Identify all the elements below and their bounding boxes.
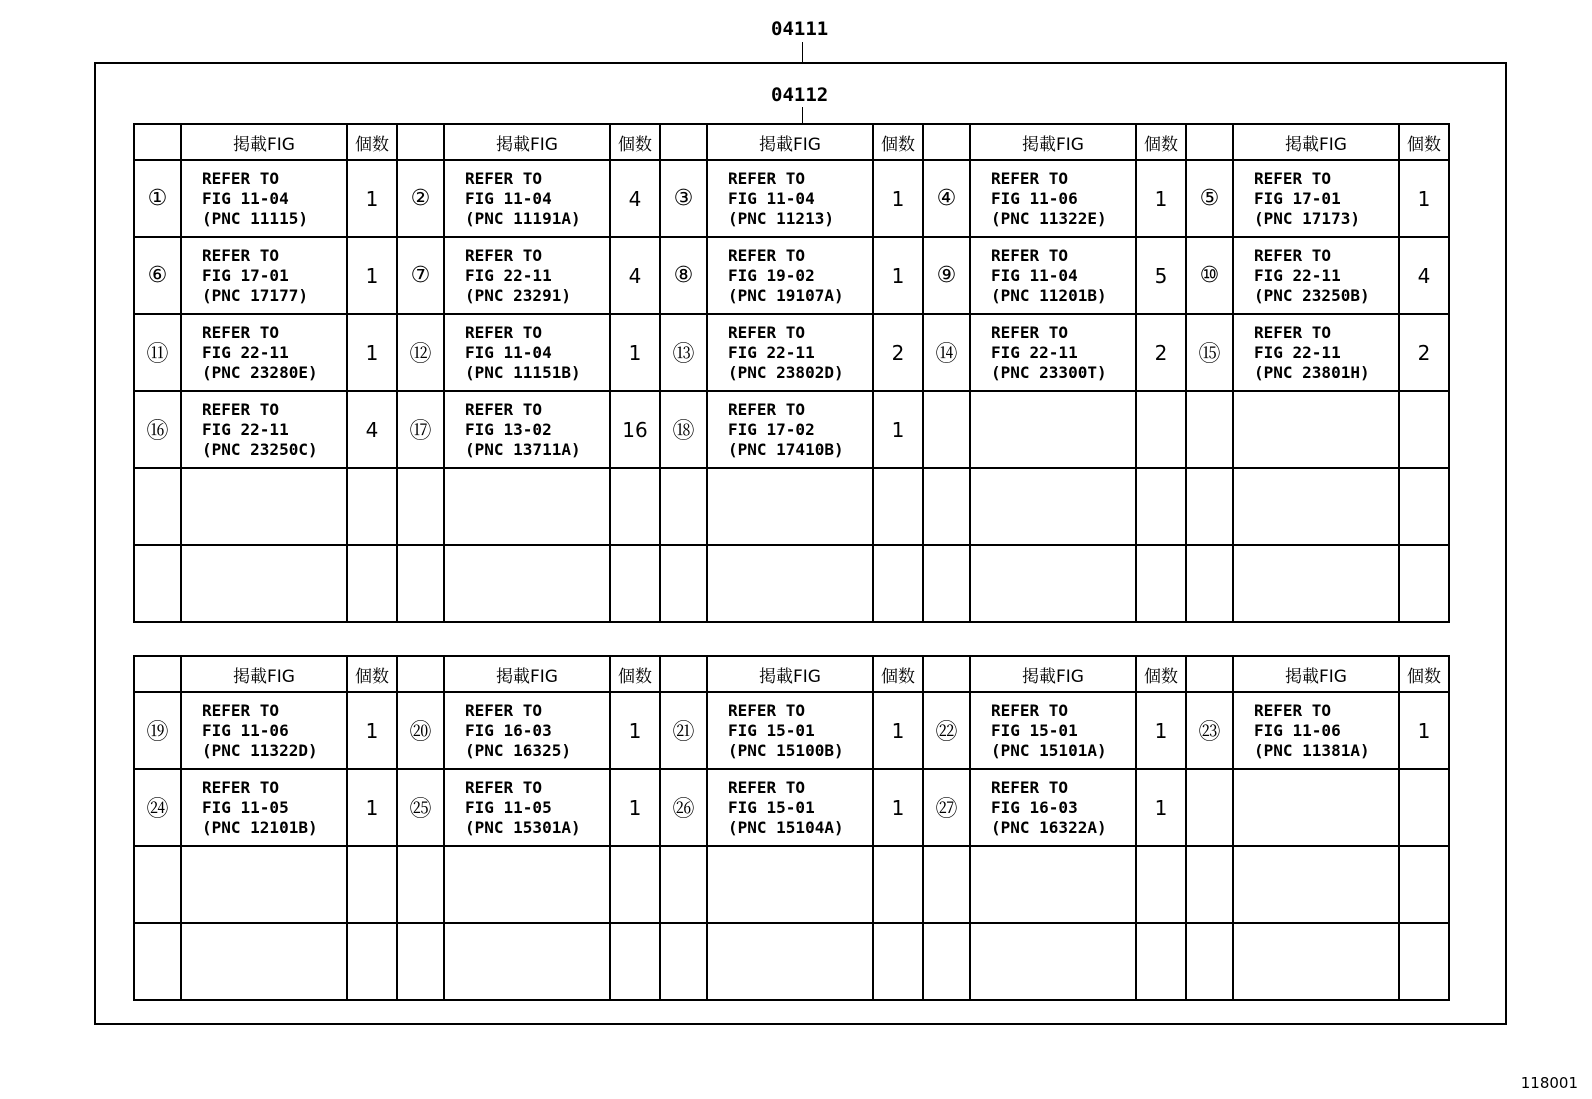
quantity-cell: 1 xyxy=(347,237,397,314)
reference-line: (PNC 15101A) xyxy=(991,740,1107,760)
reference-line: (PNC 23300T) xyxy=(991,362,1107,382)
part-number-cell: ⑱ xyxy=(660,391,707,468)
header-fig-cell: 掲載FIG xyxy=(1233,656,1399,692)
reference-line: FIG 11-04 xyxy=(991,265,1078,285)
inner-assembly-code: 04112 xyxy=(771,84,829,106)
part-number-cell xyxy=(134,545,181,622)
reference-line: (PNC 23280E) xyxy=(202,362,318,382)
reference-line: (PNC 11322E) xyxy=(991,208,1107,228)
header-qty-cell: 個数 xyxy=(1136,656,1186,692)
figure-reference-cell xyxy=(1233,846,1399,923)
quantity-cell xyxy=(347,545,397,622)
part-number-cell: ㉕ xyxy=(397,769,444,846)
figure-reference-cell xyxy=(1233,692,1399,769)
reference-line: REFER TO xyxy=(728,700,806,720)
header-num-cell xyxy=(1186,124,1233,160)
reference-line: REFER TO xyxy=(728,168,806,188)
reference-line: REFER TO xyxy=(1254,322,1332,342)
part-number-cell xyxy=(923,846,970,923)
figure-reference-cell xyxy=(970,692,1136,769)
figure-reference-cell xyxy=(444,692,610,769)
reference-line: REFER TO xyxy=(465,322,543,342)
figure-reference-cell xyxy=(1233,314,1399,391)
header-qty-cell: 個数 xyxy=(873,124,923,160)
header-num-cell xyxy=(660,124,707,160)
quantity-cell: 1 xyxy=(873,692,923,769)
quantity-cell: 1 xyxy=(1399,160,1449,237)
table-row xyxy=(134,692,1449,769)
reference-line: REFER TO xyxy=(728,399,806,419)
figure-reference-cell xyxy=(181,237,347,314)
table-row xyxy=(134,314,1449,391)
figure-reference-cell xyxy=(1233,391,1399,468)
part-number-cell: ② xyxy=(397,160,444,237)
quantity-cell xyxy=(873,923,923,1000)
reference-line: FIG 11-04 xyxy=(202,188,289,208)
figure-reference-cell xyxy=(181,468,347,545)
quantity-cell: 4 xyxy=(1399,237,1449,314)
reference-line: FIG 15-01 xyxy=(728,797,815,817)
quantity-cell xyxy=(873,545,923,622)
reference-line: REFER TO xyxy=(465,399,543,419)
figure-reference-cell xyxy=(970,545,1136,622)
reference-line: (PNC 13711A) xyxy=(465,439,581,459)
part-number-cell xyxy=(397,468,444,545)
quantity-cell xyxy=(347,846,397,923)
header-fig-cell: 掲載FIG xyxy=(970,656,1136,692)
header-num-cell xyxy=(134,124,181,160)
quantity-cell xyxy=(1136,468,1186,545)
part-number-cell: ㉖ xyxy=(660,769,707,846)
quantity-cell xyxy=(1399,545,1449,622)
quantity-cell xyxy=(1399,391,1449,468)
part-number-cell xyxy=(397,923,444,1000)
reference-line: FIG 22-11 xyxy=(991,342,1078,362)
reference-line: REFER TO xyxy=(465,777,543,797)
quantity-cell: 4 xyxy=(610,160,660,237)
table-row xyxy=(134,468,1449,545)
part-number-cell: ㉑ xyxy=(660,692,707,769)
quantity-cell: 1 xyxy=(347,692,397,769)
part-number-cell: ⑭ xyxy=(923,314,970,391)
part-number-cell xyxy=(660,545,707,622)
part-number-cell: ⑳ xyxy=(397,692,444,769)
reference-line: (PNC 15100B) xyxy=(728,740,844,760)
part-number-cell xyxy=(397,846,444,923)
reference-line: FIG 11-05 xyxy=(202,797,289,817)
reference-line: FIG 22-11 xyxy=(728,342,815,362)
figure-reference-cell xyxy=(181,846,347,923)
table-header-row xyxy=(134,656,1449,692)
figure-reference-cell xyxy=(970,314,1136,391)
quantity-cell xyxy=(1136,846,1186,923)
reference-line: (PNC 23250B) xyxy=(1254,285,1370,305)
figure-reference-cell xyxy=(181,923,347,1000)
part-number-cell xyxy=(397,545,444,622)
figure-reference-cell xyxy=(707,692,873,769)
table-row xyxy=(134,391,1449,468)
reference-line: FIG 16-03 xyxy=(991,797,1078,817)
reference-line: REFER TO xyxy=(1254,700,1332,720)
header-fig-cell: 掲載FIG xyxy=(1233,124,1399,160)
reference-line: (PNC 11115) xyxy=(202,208,308,228)
reference-line: FIG 11-06 xyxy=(1254,720,1341,740)
quantity-cell: 1 xyxy=(347,160,397,237)
part-number-cell: ④ xyxy=(923,160,970,237)
part-number-cell xyxy=(1186,468,1233,545)
quantity-cell xyxy=(1136,923,1186,1000)
part-number-cell: ⑮ xyxy=(1186,314,1233,391)
reference-line: REFER TO xyxy=(202,322,280,342)
table-row xyxy=(134,846,1449,923)
header-num-cell xyxy=(134,656,181,692)
document-id: 118001 xyxy=(1520,1074,1578,1092)
part-number-cell: ⑲ xyxy=(134,692,181,769)
part-number-cell: ⑧ xyxy=(660,237,707,314)
reference-line: (PNC 15301A) xyxy=(465,817,581,837)
quantity-cell: 5 xyxy=(1136,237,1186,314)
reference-line: FIG 22-11 xyxy=(1254,342,1341,362)
quantity-cell xyxy=(873,468,923,545)
figure-reference-cell xyxy=(181,160,347,237)
figure-reference-cell xyxy=(181,391,347,468)
reference-line: FIG 13-02 xyxy=(465,419,552,439)
table-row xyxy=(134,160,1449,237)
quantity-cell xyxy=(1136,545,1186,622)
reference-line: FIG 11-05 xyxy=(465,797,552,817)
part-number-cell: ⑰ xyxy=(397,391,444,468)
figure-reference-cell xyxy=(707,237,873,314)
reference-line: REFER TO xyxy=(202,700,280,720)
reference-line: FIG 22-11 xyxy=(465,265,552,285)
reference-line: REFER TO xyxy=(202,168,280,188)
part-number-cell: ⑬ xyxy=(660,314,707,391)
quantity-cell: 1 xyxy=(873,160,923,237)
table-row xyxy=(134,545,1449,622)
figure-reference-cell xyxy=(707,769,873,846)
figure-reference-cell xyxy=(444,846,610,923)
part-number-cell xyxy=(660,923,707,1000)
figure-reference-cell xyxy=(1233,237,1399,314)
header-num-cell xyxy=(923,656,970,692)
quantity-cell: 2 xyxy=(873,314,923,391)
part-number-cell: ⑫ xyxy=(397,314,444,391)
figure-reference-cell xyxy=(970,769,1136,846)
quantity-cell: 1 xyxy=(610,692,660,769)
parts-reference-table-1 xyxy=(133,123,1450,623)
part-number-cell xyxy=(1186,545,1233,622)
figure-reference-cell xyxy=(970,160,1136,237)
part-number-cell: ⑨ xyxy=(923,237,970,314)
reference-line: FIG 22-11 xyxy=(1254,265,1341,285)
header-qty-cell: 個数 xyxy=(873,656,923,692)
outer-leader-line xyxy=(802,42,803,62)
part-number-cell: ⑦ xyxy=(397,237,444,314)
quantity-cell xyxy=(347,468,397,545)
quantity-cell: 1 xyxy=(347,769,397,846)
part-number-cell: ① xyxy=(134,160,181,237)
inner-leader-line xyxy=(802,107,803,124)
reference-line: FIG 17-02 xyxy=(728,419,815,439)
figure-reference-cell xyxy=(1233,769,1399,846)
reference-line: FIG 11-04 xyxy=(728,188,815,208)
figure-reference-cell xyxy=(707,160,873,237)
figure-reference-cell xyxy=(970,923,1136,1000)
figure-reference-cell xyxy=(707,468,873,545)
reference-line: REFER TO xyxy=(991,777,1069,797)
reference-line: REFER TO xyxy=(465,700,543,720)
parts-reference-table-2 xyxy=(133,655,1450,1001)
reference-line: (PNC 17177) xyxy=(202,285,308,305)
reference-line: FIG 17-01 xyxy=(202,265,289,285)
reference-line: (PNC 15104A) xyxy=(728,817,844,837)
quantity-cell: 1 xyxy=(1136,160,1186,237)
quantity-cell xyxy=(1399,846,1449,923)
quantity-cell: 1 xyxy=(1399,692,1449,769)
reference-line: REFER TO xyxy=(991,168,1069,188)
part-number-cell xyxy=(134,923,181,1000)
figure-reference-cell xyxy=(181,545,347,622)
figure-reference-cell xyxy=(1233,468,1399,545)
reference-line: (PNC 16325) xyxy=(465,740,571,760)
reference-line: (PNC 23801H) xyxy=(1254,362,1370,382)
reference-line: FIG 19-02 xyxy=(728,265,815,285)
quantity-cell: 1 xyxy=(873,769,923,846)
reference-line: (PNC 23250C) xyxy=(202,439,318,459)
header-qty-cell: 個数 xyxy=(347,124,397,160)
figure-reference-cell xyxy=(444,237,610,314)
part-number-cell: ㉗ xyxy=(923,769,970,846)
reference-line: (PNC 11191A) xyxy=(465,208,581,228)
reference-line: REFER TO xyxy=(991,700,1069,720)
figure-reference-cell xyxy=(444,160,610,237)
part-number-cell xyxy=(134,468,181,545)
quantity-cell: 4 xyxy=(347,391,397,468)
quantity-cell: 1 xyxy=(347,314,397,391)
reference-line: REFER TO xyxy=(202,777,280,797)
header-fig-cell: 掲載FIG xyxy=(707,124,873,160)
header-qty-cell: 個数 xyxy=(1136,124,1186,160)
quantity-cell: 16 xyxy=(610,391,660,468)
reference-line: FIG 11-06 xyxy=(991,188,1078,208)
figure-reference-cell xyxy=(444,545,610,622)
figure-reference-cell xyxy=(970,846,1136,923)
part-number-cell xyxy=(1186,769,1233,846)
header-qty-cell: 個数 xyxy=(347,656,397,692)
part-number-cell: ⑥ xyxy=(134,237,181,314)
reference-line: (PNC 19107A) xyxy=(728,285,844,305)
header-qty-cell: 個数 xyxy=(610,124,660,160)
figure-reference-cell xyxy=(181,692,347,769)
part-number-cell xyxy=(923,923,970,1000)
part-number-cell: ⑤ xyxy=(1186,160,1233,237)
quantity-cell xyxy=(610,923,660,1000)
figure-reference-cell xyxy=(1233,160,1399,237)
header-fig-cell: 掲載FIG xyxy=(444,124,610,160)
part-number-cell xyxy=(923,468,970,545)
figure-reference-cell xyxy=(707,314,873,391)
figure-reference-cell xyxy=(444,314,610,391)
quantity-cell xyxy=(610,846,660,923)
figure-reference-cell xyxy=(444,923,610,1000)
reference-line: (PNC 23802D) xyxy=(728,362,844,382)
part-number-cell: ㉔ xyxy=(134,769,181,846)
header-fig-cell: 掲載FIG xyxy=(181,656,347,692)
reference-line: REFER TO xyxy=(728,245,806,265)
quantity-cell xyxy=(1399,923,1449,1000)
figure-reference-cell xyxy=(181,314,347,391)
quantity-cell xyxy=(1399,769,1449,846)
header-num-cell xyxy=(397,124,444,160)
figure-reference-cell xyxy=(707,846,873,923)
figure-reference-cell xyxy=(444,769,610,846)
part-number-cell: ㉓ xyxy=(1186,692,1233,769)
quantity-cell: 1 xyxy=(1136,769,1186,846)
part-number-cell xyxy=(1186,846,1233,923)
part-number-cell xyxy=(923,391,970,468)
reference-line: (PNC 11151B) xyxy=(465,362,581,382)
reference-line: FIG 11-06 xyxy=(202,720,289,740)
part-number-cell xyxy=(660,468,707,545)
reference-line: REFER TO xyxy=(1254,168,1332,188)
figure-reference-cell xyxy=(181,769,347,846)
figure-reference-cell xyxy=(707,391,873,468)
reference-line: (PNC 12101B) xyxy=(202,817,318,837)
part-number-cell xyxy=(1186,923,1233,1000)
part-number-cell: ㉒ xyxy=(923,692,970,769)
reference-line: FIG 16-03 xyxy=(465,720,552,740)
reference-line: (PNC 11201B) xyxy=(991,285,1107,305)
figure-reference-cell xyxy=(970,468,1136,545)
table-row xyxy=(134,237,1449,314)
quantity-cell: 1 xyxy=(610,314,660,391)
figure-reference-cell xyxy=(970,237,1136,314)
reference-line: REFER TO xyxy=(465,168,543,188)
reference-line: (PNC 11322D) xyxy=(202,740,318,760)
reference-line: (PNC 11381A) xyxy=(1254,740,1370,760)
part-number-cell: ⑩ xyxy=(1186,237,1233,314)
reference-line: FIG 22-11 xyxy=(202,342,289,362)
header-qty-cell: 個数 xyxy=(1399,656,1449,692)
reference-line: (PNC 11213) xyxy=(728,208,834,228)
header-fig-cell: 掲載FIG xyxy=(970,124,1136,160)
quantity-cell: 1 xyxy=(1136,692,1186,769)
reference-line: FIG 17-01 xyxy=(1254,188,1341,208)
header-fig-cell: 掲載FIG xyxy=(181,124,347,160)
quantity-cell xyxy=(610,468,660,545)
figure-reference-cell xyxy=(1233,545,1399,622)
reference-line: FIG 11-04 xyxy=(465,342,552,362)
quantity-cell: 1 xyxy=(873,391,923,468)
table-row xyxy=(134,923,1449,1000)
part-number-cell xyxy=(134,846,181,923)
figure-reference-cell xyxy=(970,391,1136,468)
reference-line: REFER TO xyxy=(991,322,1069,342)
part-number-cell xyxy=(923,545,970,622)
part-number-cell xyxy=(1186,391,1233,468)
figure-reference-cell xyxy=(1233,923,1399,1000)
quantity-cell xyxy=(1399,468,1449,545)
header-num-cell xyxy=(1186,656,1233,692)
part-number-cell: ⑯ xyxy=(134,391,181,468)
header-fig-cell: 掲載FIG xyxy=(444,656,610,692)
outer-assembly-code: 04111 xyxy=(771,18,829,40)
reference-line: (PNC 17410B) xyxy=(728,439,844,459)
quantity-cell: 1 xyxy=(873,237,923,314)
table-header-row xyxy=(134,124,1449,160)
reference-line: REFER TO xyxy=(728,322,806,342)
part-number-cell xyxy=(660,846,707,923)
reference-line: (PNC 16322A) xyxy=(991,817,1107,837)
header-qty-cell: 個数 xyxy=(1399,124,1449,160)
reference-line: REFER TO xyxy=(465,245,543,265)
figure-reference-cell xyxy=(707,923,873,1000)
part-number-cell: ⑪ xyxy=(134,314,181,391)
reference-line: REFER TO xyxy=(202,245,280,265)
reference-line: FIG 11-04 xyxy=(465,188,552,208)
quantity-cell: 2 xyxy=(1136,314,1186,391)
reference-line: REFER TO xyxy=(991,245,1069,265)
quantity-cell xyxy=(1136,391,1186,468)
figure-reference-cell xyxy=(444,391,610,468)
header-num-cell xyxy=(397,656,444,692)
quantity-cell: 1 xyxy=(610,769,660,846)
header-num-cell xyxy=(660,656,707,692)
figure-reference-cell xyxy=(707,545,873,622)
reference-line: REFER TO xyxy=(728,777,806,797)
quantity-cell xyxy=(873,846,923,923)
reference-line: FIG 22-11 xyxy=(202,419,289,439)
reference-line: (PNC 23291) xyxy=(465,285,571,305)
reference-line: FIG 15-01 xyxy=(728,720,815,740)
reference-line: (PNC 17173) xyxy=(1254,208,1360,228)
quantity-cell: 4 xyxy=(610,237,660,314)
reference-line: REFER TO xyxy=(1254,245,1332,265)
quantity-cell xyxy=(610,545,660,622)
header-num-cell xyxy=(923,124,970,160)
part-number-cell: ③ xyxy=(660,160,707,237)
reference-line: REFER TO xyxy=(202,399,280,419)
header-qty-cell: 個数 xyxy=(610,656,660,692)
quantity-cell: 2 xyxy=(1399,314,1449,391)
header-fig-cell: 掲載FIG xyxy=(707,656,873,692)
figure-reference-cell xyxy=(444,468,610,545)
table-row xyxy=(134,769,1449,846)
reference-line: FIG 15-01 xyxy=(991,720,1078,740)
quantity-cell xyxy=(347,923,397,1000)
